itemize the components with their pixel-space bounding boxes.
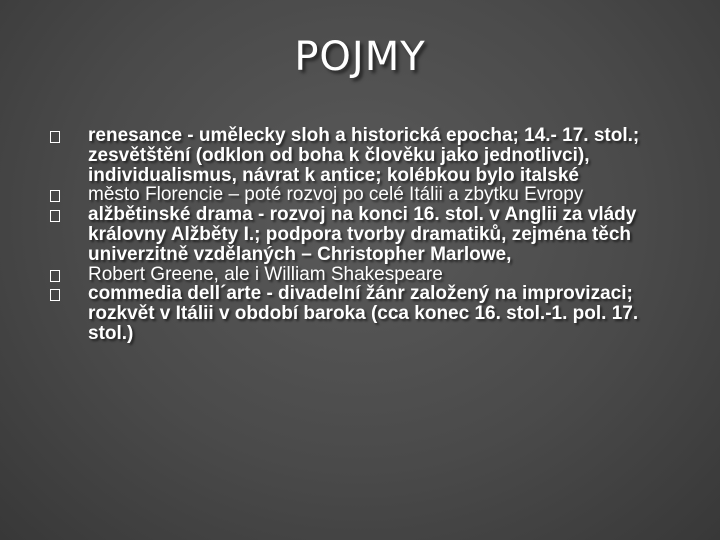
list-item-text: Robert Greene, ale i William Shakespeare	[88, 263, 443, 285]
slide-title: POJMY	[294, 34, 426, 80]
list-item-text: město Florencie – poté rozvoj po celé Itálii a zbytku Evropy	[88, 184, 584, 206]
square-bullet-icon	[50, 289, 60, 301]
list-item	[50, 126, 660, 185]
bullet-list	[50, 126, 660, 344]
list-item	[50, 185, 660, 205]
square-bullet-icon	[50, 190, 60, 202]
list-item-text: renesance - umělecky sloh a historická epocha; 14.- 17. stol.; zesvětštění (odklon od boha k člověku jako jednotlivci), individualismus, návrat k antice; kolébkou bylo italské	[88, 125, 640, 186]
list-item	[50, 265, 660, 285]
list-item	[50, 205, 660, 264]
list-item	[50, 284, 660, 343]
square-bullet-icon	[50, 210, 60, 222]
square-bullet-icon	[50, 270, 60, 282]
list-item-text: alžbětinské drama - rozvoj na konci 16. stol. v Anglii za vlády královny Alžběty I.; podpora tvorby dramatiků, zejména těch univerzitně vzdělaných – Christopher Marlowe,	[88, 204, 637, 265]
square-bullet-icon	[50, 131, 60, 143]
list-item-text: commedia dell´arte - divadelní žánr založený na improvizaci; rozkvět v Itálii v období baroka (cca konec 16. stol.-1. pol. 17. stol.)	[88, 283, 639, 344]
